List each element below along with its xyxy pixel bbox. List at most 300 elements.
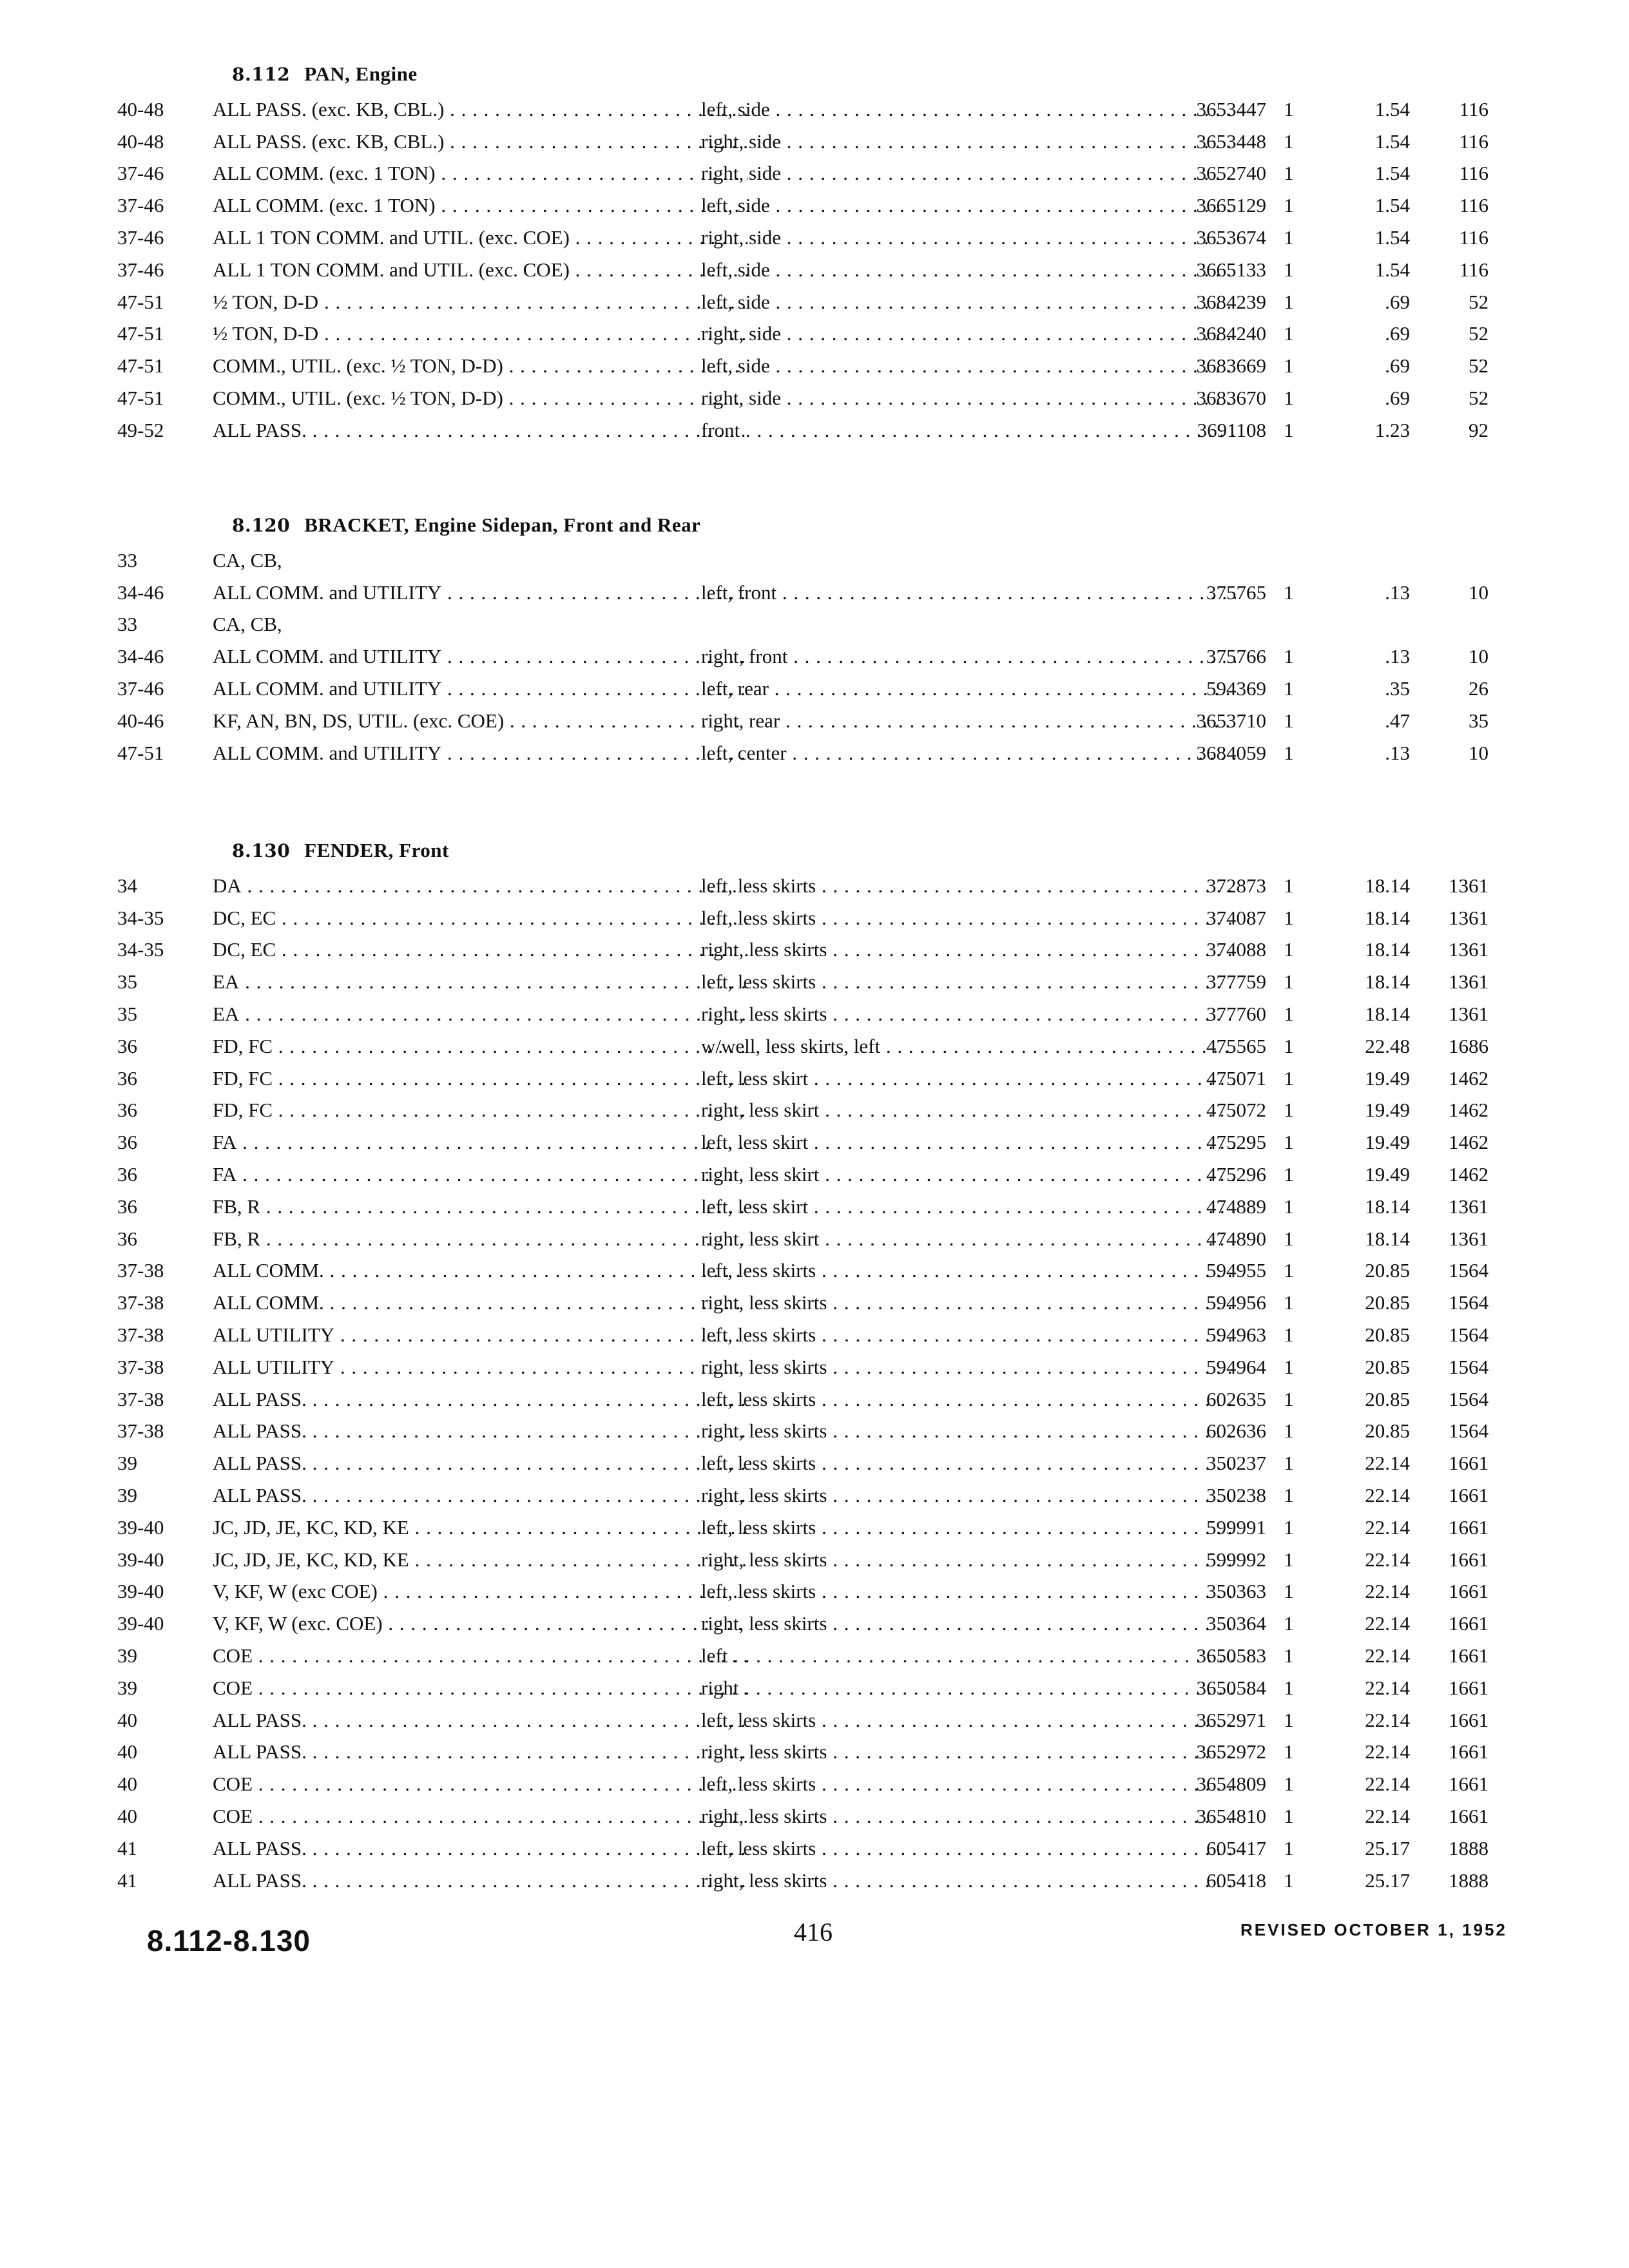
list-price — [1313, 581, 1410, 604]
description-cell-text: right, less skirts — [701, 1869, 827, 1892]
part-number-text: 3654809 — [1196, 1773, 1266, 1796]
leader-dots — [378, 1580, 747, 1602]
model-cell — [213, 1356, 747, 1379]
leader-dots — [260, 1227, 747, 1250]
list-price — [1313, 98, 1410, 121]
leader-dots — [260, 1195, 747, 1218]
weight — [1405, 1869, 1489, 1892]
leader-dots — [307, 1419, 747, 1442]
year-range-text: 36 — [117, 1034, 137, 1057]
year-range — [117, 419, 214, 442]
part-number — [1137, 1323, 1266, 1347]
quantity — [1269, 677, 1308, 700]
quantity-text: 1 — [1284, 1452, 1294, 1475]
weight — [1405, 1548, 1489, 1571]
model-cell-text: ALL COMM. and UTILITY — [213, 581, 442, 604]
table-row — [110, 93, 1495, 126]
list-price-text: 1.54 — [1374, 130, 1410, 153]
model-cell-text: ALL PASS. — [213, 418, 307, 441]
list-price-text: .69 — [1385, 322, 1410, 345]
weight — [1405, 1291, 1489, 1314]
list-price — [1313, 1805, 1410, 1828]
part-number — [1137, 1227, 1266, 1251]
part-number — [1137, 387, 1266, 410]
model-cell — [213, 581, 747, 604]
part-number-text: 3650583 — [1196, 1644, 1266, 1667]
description-cell-text: right, less skirts — [701, 938, 827, 961]
year-range-text: 34 — [117, 874, 137, 897]
description-cell-text: right, less skirts — [701, 1548, 827, 1571]
description-cell-text: left, less skirts — [701, 1515, 816, 1539]
year-range — [117, 645, 214, 668]
description-cell-text: left, less skirts — [701, 1773, 816, 1796]
year-range-text: 40 — [117, 1740, 137, 1763]
weight-text: 1564 — [1449, 1419, 1489, 1443]
list-price — [1313, 1227, 1410, 1251]
list-price-text: .69 — [1385, 387, 1410, 410]
part-number-text: 350238 — [1206, 1484, 1266, 1507]
model-cell-text: ALL PASS. — [213, 1869, 307, 1892]
quantity — [1269, 1195, 1308, 1218]
leader-dots — [239, 970, 747, 993]
weight — [1405, 907, 1489, 930]
table-row — [110, 737, 1495, 769]
part-number — [1137, 130, 1266, 153]
model-cell — [213, 98, 747, 121]
model-cell-text: ALL COMM. and UTILITY — [213, 645, 442, 668]
weight — [1405, 354, 1489, 378]
description-cell-text: left, less skirts — [701, 970, 816, 994]
list-price-text: 18.14 — [1365, 970, 1410, 994]
quantity — [1269, 1227, 1308, 1251]
quantity-text: 1 — [1284, 1836, 1294, 1860]
weight-text: 1661 — [1449, 1612, 1489, 1635]
model-cell — [213, 1677, 747, 1700]
weight — [1405, 1419, 1489, 1443]
quantity — [1269, 1740, 1308, 1763]
leader-dots — [307, 1837, 747, 1860]
list-price-text: 19.49 — [1365, 1131, 1410, 1154]
model-cell — [213, 1837, 747, 1860]
model-cell — [213, 1259, 747, 1282]
weight — [1405, 1388, 1489, 1411]
year-range — [117, 1227, 214, 1251]
model-cell-text: FA — [213, 1163, 237, 1186]
list-price — [1313, 1035, 1410, 1058]
list-price-text: 1.54 — [1374, 162, 1410, 185]
part-number-text: 594955 — [1206, 1259, 1266, 1282]
quantity-text: 1 — [1284, 906, 1294, 929]
table-row — [110, 1640, 1495, 1672]
part-number — [1137, 1644, 1266, 1667]
model-cell — [213, 1163, 747, 1186]
list-price-text: 1.54 — [1374, 194, 1410, 217]
part-number — [1137, 419, 1266, 442]
part-number-text: 3684239 — [1196, 290, 1266, 313]
description-cell-text: right, less skirts — [701, 1612, 827, 1635]
part-number — [1137, 1356, 1266, 1379]
quantity-text: 1 — [1284, 1066, 1294, 1090]
quantity — [1269, 98, 1308, 121]
part-number — [1137, 1709, 1266, 1732]
quantity-text: 1 — [1284, 1131, 1294, 1154]
weight-text: 1564 — [1449, 1323, 1489, 1347]
quantity-text: 1 — [1284, 1740, 1294, 1763]
table-row — [110, 902, 1495, 934]
quantity — [1269, 162, 1308, 185]
part-number-text: 475296 — [1206, 1163, 1266, 1186]
quantity — [1269, 1773, 1308, 1796]
table-row — [110, 934, 1495, 966]
quantity — [1269, 1580, 1308, 1603]
part-number — [1137, 1869, 1266, 1892]
list-price — [1313, 354, 1410, 378]
model-cell — [213, 419, 747, 442]
table-row — [110, 673, 1495, 705]
table-row — [110, 382, 1495, 414]
quantity-text: 1 — [1284, 1484, 1294, 1507]
leader-dots — [307, 1388, 747, 1410]
list-price — [1313, 1740, 1410, 1763]
part-number-text: 475565 — [1206, 1034, 1266, 1057]
list-price — [1313, 1099, 1410, 1122]
list-price-text: 22.14 — [1365, 1773, 1410, 1796]
year-range — [117, 162, 214, 185]
model-cell-text: DC, EC — [213, 938, 276, 961]
weight — [1405, 387, 1489, 410]
leader-dots — [318, 291, 747, 313]
quantity — [1269, 194, 1308, 217]
table-row — [110, 286, 1495, 318]
quantity — [1269, 322, 1308, 345]
description-cell-text: left, less skirts — [701, 1580, 816, 1603]
list-price-text: 20.85 — [1365, 1355, 1410, 1378]
model-cell — [213, 874, 747, 898]
year-range-text: 40 — [117, 1708, 137, 1731]
weight-text: 1661 — [1449, 1452, 1489, 1475]
table-row — [110, 1095, 1495, 1127]
part-number — [1137, 1612, 1266, 1635]
part-number-text: 474890 — [1206, 1227, 1266, 1250]
year-range-text: 39-40 — [117, 1548, 164, 1571]
table-row — [110, 577, 1495, 609]
model-cell — [213, 1195, 747, 1218]
list-price — [1313, 1548, 1410, 1571]
model-cell-text: ALL PASS. (exc. KB, CBL.) — [213, 130, 445, 153]
model-cell — [213, 1067, 747, 1090]
weight — [1405, 1644, 1489, 1667]
year-range — [117, 938, 214, 961]
part-number — [1137, 354, 1266, 378]
weight-text: 116 — [1459, 258, 1489, 281]
year-range — [117, 907, 214, 930]
year-range — [117, 1740, 214, 1763]
model-cell-text: CA, CB, — [213, 613, 282, 636]
description-cell-text: left, less skirts — [701, 1452, 816, 1475]
year-range — [117, 387, 214, 410]
part-number-text: 3665133 — [1196, 258, 1266, 281]
quantity — [1269, 1548, 1308, 1571]
table-row — [110, 1191, 1495, 1223]
table-row — [110, 318, 1495, 351]
part-number-text: 3652972 — [1196, 1740, 1266, 1763]
quantity-text: 1 — [1284, 1644, 1294, 1667]
description-cell-text: left, less skirts — [701, 1259, 816, 1282]
description-cell-text: left, less skirts — [701, 1323, 816, 1347]
weight — [1405, 1805, 1489, 1828]
year-range — [117, 1003, 214, 1026]
quantity-text: 1 — [1284, 1515, 1294, 1539]
model-cell — [213, 907, 747, 930]
list-price — [1313, 1709, 1410, 1732]
part-number — [1137, 291, 1266, 314]
quantity-text: 1 — [1284, 874, 1294, 897]
leader-dots — [273, 1099, 747, 1121]
year-range-text: 40 — [117, 1773, 137, 1796]
part-number — [1137, 1773, 1266, 1796]
list-price — [1313, 645, 1410, 668]
model-cell-text: COE — [213, 1773, 253, 1796]
model-cell — [213, 1419, 747, 1443]
part-number-text: 3653710 — [1196, 709, 1266, 732]
model-cell-text: V, KF, W (exc. COE) — [213, 1612, 383, 1635]
parts-list — [110, 93, 1495, 447]
model-cell-text: ALL COMM. — [213, 1291, 324, 1314]
description-cell-text: left, side — [701, 97, 770, 120]
table-row — [110, 189, 1495, 222]
year-range-text: 41 — [117, 1869, 137, 1892]
weight — [1405, 1612, 1489, 1635]
leader-dots — [318, 322, 747, 345]
weight-text: 1564 — [1449, 1355, 1489, 1378]
section-heading — [232, 831, 1495, 870]
quantity-text: 1 — [1284, 1676, 1294, 1699]
list-price — [1313, 1259, 1410, 1282]
weight-text: 116 — [1459, 130, 1489, 153]
weight-text: 1661 — [1449, 1515, 1489, 1539]
list-price-text: 25.17 — [1365, 1869, 1410, 1892]
quantity-text: 1 — [1284, 1387, 1294, 1410]
year-range — [117, 1163, 214, 1186]
model-cell-text: ALL PASS. — [213, 1387, 307, 1410]
list-price — [1313, 1452, 1410, 1475]
part-number-text: 3684059 — [1196, 741, 1266, 764]
part-number-text: 474889 — [1206, 1195, 1266, 1218]
model-cell-text: FD, FC — [213, 1066, 273, 1090]
part-number-text: 3654810 — [1196, 1805, 1266, 1827]
model-cell — [213, 1291, 747, 1314]
description-cell-text: left, side — [701, 258, 770, 281]
model-cell-text: JC, JD, JE, KC, KD, KE — [213, 1548, 409, 1571]
weight — [1405, 1131, 1489, 1154]
weight-text: 1462 — [1449, 1099, 1489, 1122]
year-range-text: 39-40 — [117, 1612, 164, 1635]
weight — [1405, 742, 1489, 765]
model-cell — [213, 1323, 747, 1347]
year-range — [117, 1323, 214, 1347]
part-number-text: 475072 — [1206, 1099, 1266, 1122]
list-price-text: 1.54 — [1374, 97, 1410, 120]
model-cell-text: ALL 1 TON COMM. and UTIL. (exc. COE) — [213, 258, 570, 281]
weight-text: 1661 — [1449, 1548, 1489, 1571]
part-number — [1137, 677, 1266, 700]
year-range — [117, 1869, 214, 1892]
list-price — [1313, 130, 1410, 153]
description-cell-text: left, side — [701, 194, 770, 217]
year-range — [117, 1580, 214, 1603]
list-price-text: 22.14 — [1365, 1612, 1410, 1635]
year-range-text: 39 — [117, 1484, 137, 1507]
weight-text: 10 — [1469, 645, 1489, 668]
model-cell — [213, 613, 747, 636]
weight — [1405, 258, 1489, 282]
part-number-text: 374088 — [1206, 938, 1266, 961]
year-range-text: 41 — [117, 1836, 137, 1860]
part-number — [1137, 1099, 1266, 1122]
description-cell-text: left, less skirts — [701, 1387, 816, 1410]
weight-text: 52 — [1469, 290, 1489, 313]
list-price-text: .69 — [1385, 354, 1410, 378]
table-row — [110, 1832, 1495, 1865]
year-range-text: 37-38 — [117, 1387, 164, 1410]
quantity-text: 1 — [1284, 1612, 1294, 1635]
model-cell-text: FD, FC — [213, 1099, 273, 1122]
description-cell-text: right, side — [701, 322, 781, 345]
description-cell-text: left, less skirt — [701, 1066, 809, 1090]
model-cell — [213, 709, 747, 733]
part-number — [1137, 1163, 1266, 1186]
section-heading — [232, 506, 1495, 544]
table-row — [110, 254, 1495, 286]
weight-text: 1661 — [1449, 1676, 1489, 1699]
part-number — [1137, 1419, 1266, 1443]
table-row — [110, 1030, 1495, 1062]
year-range-text: 36 — [117, 1163, 137, 1186]
list-price-text: .13 — [1385, 741, 1410, 764]
part-number — [1137, 1580, 1266, 1603]
part-number-text: 594369 — [1206, 677, 1266, 700]
weight — [1405, 677, 1489, 700]
quantity — [1269, 258, 1308, 282]
year-range — [117, 1291, 214, 1314]
model-cell — [213, 1612, 747, 1635]
weight — [1405, 1323, 1489, 1347]
quantity-text: 1 — [1284, 1869, 1294, 1892]
list-price-text: 19.49 — [1365, 1066, 1410, 1090]
weight — [1405, 1356, 1489, 1379]
part-number-text: 3691108 — [1197, 418, 1266, 441]
model-cell-text: ALL COMM. (exc. 1 TON) — [213, 194, 436, 217]
part-number — [1137, 1035, 1266, 1058]
model-cell-text: ALL COMM. and UTILITY — [213, 677, 442, 700]
weight-text: 1661 — [1449, 1740, 1489, 1763]
part-number — [1137, 194, 1266, 217]
quantity-text: 1 — [1284, 1259, 1294, 1282]
list-price-text: 22.14 — [1365, 1676, 1410, 1699]
weight — [1405, 322, 1489, 345]
table-row — [110, 966, 1495, 998]
part-number — [1137, 98, 1266, 121]
table-row — [110, 1255, 1495, 1287]
model-cell-text: KF, AN, BN, DS, UTIL. (exc. COE) — [213, 709, 505, 732]
quantity-text: 1 — [1284, 645, 1294, 668]
table-row — [110, 1800, 1495, 1832]
year-range-text: 34-35 — [117, 938, 164, 961]
list-price-text: 18.14 — [1365, 1227, 1410, 1250]
part-number-text: 602635 — [1206, 1387, 1266, 1410]
year-range — [117, 970, 214, 994]
model-cell — [213, 1003, 747, 1026]
weight — [1405, 1227, 1489, 1251]
list-price-text: 18.14 — [1365, 1003, 1410, 1026]
weight — [1405, 1163, 1489, 1186]
part-number-text: 475071 — [1206, 1066, 1266, 1090]
part-number-text: 3683670 — [1196, 387, 1266, 410]
list-price — [1313, 1291, 1410, 1314]
model-cell-text: ALL PASS. — [213, 1836, 307, 1860]
description-cell-text: left, less skirts — [701, 1836, 816, 1860]
year-range-text: 37-38 — [117, 1419, 164, 1443]
weight-text: 1361 — [1449, 970, 1489, 994]
list-price — [1313, 419, 1410, 442]
list-price — [1313, 1356, 1410, 1379]
year-range-text: 36 — [117, 1195, 137, 1218]
weight-text: 1361 — [1449, 1195, 1489, 1218]
leader-dots — [307, 1484, 747, 1506]
weight-text: 1888 — [1449, 1836, 1489, 1860]
year-range-text: 40 — [117, 1805, 137, 1827]
year-range — [117, 709, 214, 733]
model-cell — [213, 1869, 747, 1892]
model-cell — [213, 130, 747, 153]
part-number — [1137, 1131, 1266, 1154]
list-price — [1313, 1580, 1410, 1603]
year-range-text: 35 — [117, 1003, 137, 1026]
quantity-text: 1 — [1284, 938, 1294, 961]
list-price-text: 22.14 — [1365, 1805, 1410, 1827]
list-price — [1313, 1131, 1410, 1154]
part-number-text: 3653674 — [1196, 226, 1266, 249]
quantity-text: 1 — [1284, 1323, 1294, 1347]
quantity-text: 1 — [1284, 1805, 1294, 1827]
weight-text: 116 — [1459, 194, 1489, 217]
quantity — [1269, 1003, 1308, 1026]
quantity — [1269, 1644, 1308, 1667]
quantity-text: 1 — [1284, 1034, 1294, 1057]
quantity — [1269, 742, 1308, 765]
part-number-text: 602636 — [1206, 1419, 1266, 1443]
section-pan-engine — [110, 55, 1495, 447]
quantity — [1269, 1709, 1308, 1732]
part-number — [1137, 970, 1266, 994]
table-row — [110, 640, 1495, 673]
year-range — [117, 130, 214, 153]
table-row — [110, 126, 1495, 158]
quantity-text: 1 — [1284, 1163, 1294, 1186]
list-price-text: 18.14 — [1365, 938, 1410, 961]
weight-text: 26 — [1469, 677, 1489, 700]
part-number — [1137, 1259, 1266, 1282]
description-cell-text: right, side — [701, 226, 781, 249]
year-range-text: 39-40 — [117, 1580, 164, 1603]
model-cell — [213, 1805, 747, 1828]
model-cell — [213, 1099, 747, 1122]
quantity — [1269, 1067, 1308, 1090]
leader-dots — [253, 1805, 747, 1827]
quantity-text: 1 — [1284, 1580, 1294, 1603]
quantity-text: 1 — [1284, 1773, 1294, 1796]
description-cell-text: left, rear — [701, 677, 769, 700]
